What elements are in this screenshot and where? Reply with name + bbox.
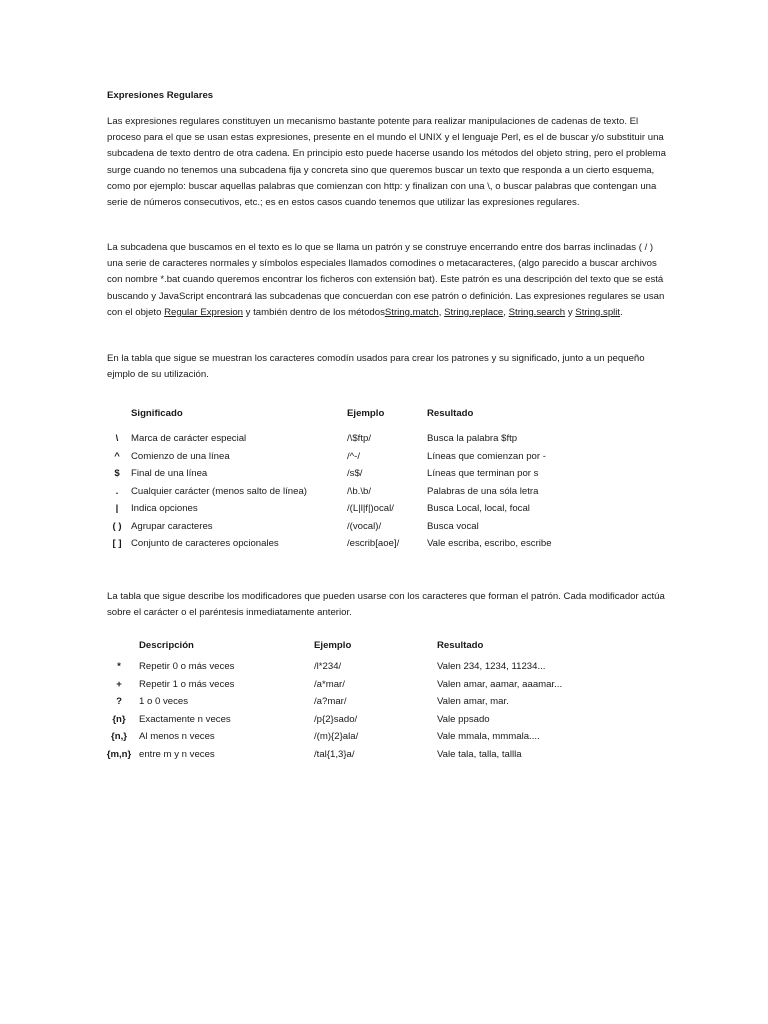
symbol-cell: {n,}: [111, 731, 127, 742]
symbol-cell: $: [114, 468, 120, 479]
symbol-cell: {m,n}: [106, 748, 132, 760]
table-row: [0, 468, 768, 485]
table-row: [0, 451, 768, 468]
symbol-cell: ^: [114, 450, 120, 462]
description-cell: Exactamente n veces: [139, 713, 231, 725]
separator: y: [565, 306, 576, 318]
example-cell: /a?mar/: [314, 696, 347, 707]
meaning-cell: Agrupar caracteres: [131, 520, 213, 532]
result-cell: Vale ppsado: [437, 713, 490, 725]
symbol-cell: \: [115, 433, 119, 444]
example-cell: /l*234/: [314, 661, 342, 672]
period: .: [620, 306, 623, 318]
header-meaning: Significado: [131, 408, 183, 419]
symbol-cell: .: [115, 485, 119, 497]
symbol-cell: ?: [116, 696, 122, 707]
intro-paragraph: Las expresiones regulares constituyen un mecanismo bastante potente para realizar manipulaciones de cadenas de texto. El proceso para el que se usan estas expresiones, presente en el mundo el UNIX y el lenguaje Perl, es el de buscar y/o substituir una subcadena de texto dentro de otra cadena. En principio esto puede hacerse usando los métodos del objeto string, pero el problema surge cuando no tenemos una subcadena fija y concreta sino que queremos buscar un texto que responda a un cierto esquema, como por ejemplo: buscar aquellas palabras que comienzan con http: y finalizan con una \, o buscar palabras que contengan una serie de números consecutivos, etc.; es en estos casos cuando tenemos que utilizar las expresiones regulares.: [107, 116, 666, 209]
symbol-cell: {n}: [112, 713, 126, 725]
example-cell: /\b.\b/: [347, 485, 371, 497]
example-cell: /(L|l|f|)ocal/: [347, 503, 394, 514]
result-cell: Valen 234, 1234, 11234...: [437, 661, 546, 672]
symbol-cell: ( ): [112, 520, 122, 532]
description-cell: Repetir 1 o más veces: [139, 678, 235, 690]
meaning-cell: Final de una línea: [131, 468, 208, 479]
meaning-cell: Conjunto de caracteres opcionales: [131, 538, 279, 549]
symbol-cell: [ ]: [112, 538, 122, 549]
string-match-link[interactable]: String.match: [384, 306, 439, 318]
header-result: Resultado: [427, 408, 474, 419]
symbol-cell: +: [116, 678, 122, 690]
result-cell: Vale mmala, mmmala....: [437, 731, 540, 742]
pattern-paragraph-text-2: y también dentro de los métodos: [243, 306, 385, 318]
example-cell: /a*mar/: [314, 678, 345, 690]
pattern-paragraph-text: La subcadena que buscamos en el texto es lo que se llama un patrón y se construye encerrando entre dos barras inclinadas ( / ) una serie de caracteres normales y símbolos especiales llamados comodines o metacaracteres, (algo parecido a buscar archivos con nombre *.bat cuando queremos encontrar los ficheros con extensión bat). Este patrón es una descripción del texto que se está buscando y JavaScript encontrará las subcadenas que concuerdan con ese patrón o definición. Las expresiones regulares se usan con el objeto: [107, 242, 665, 318]
example-cell: /(m){2}ala/: [314, 731, 359, 742]
symbol-cell: *: [117, 661, 121, 672]
string-search-link[interactable]: String.search: [508, 306, 566, 318]
result-cell: Líneas que terminan por s: [427, 468, 539, 479]
description-cell: Repetir 0 o más veces: [139, 661, 235, 672]
string-split-link[interactable]: String.split: [575, 306, 621, 318]
result-cell: Busca vocal: [427, 520, 479, 532]
table2-intro-paragraph: La tabla que sigue describe los modificadores que pueden usarse con los caracteres que forman el patrón. Cada modificador actúa sobre el carácter o el paréntesis inmediatamente anterior.: [107, 591, 665, 619]
meaning-cell: Marca de carácter especial: [131, 433, 247, 444]
example-cell: /escrib[aoe]/: [347, 538, 400, 549]
description-cell: entre m y n veces: [139, 748, 215, 760]
table-row: [0, 749, 768, 766]
result-cell: Líneas que comienzan por -: [427, 450, 546, 462]
result-cell: Vale tala, talla, tallla: [437, 748, 522, 760]
result-cell: Palabras de una sóla letra: [427, 485, 539, 497]
table-row: [0, 538, 768, 555]
example-cell: /^-/: [347, 450, 361, 462]
result-cell: Valen amar, mar.: [437, 696, 509, 707]
table-row: [0, 731, 768, 748]
example-cell: /(vocal)/: [347, 520, 382, 532]
pattern-paragraph: [107, 240, 667, 321]
meaning-cell: Cualquier carácter (menos salto de línea): [131, 485, 307, 497]
header-example: Ejemplo: [347, 408, 385, 419]
table-row: [0, 661, 768, 678]
example-cell: /p{2}sado/: [314, 713, 358, 725]
table-row: [0, 714, 768, 731]
header-result: Resultado: [437, 640, 484, 651]
table-header-row: [0, 408, 768, 425]
separator: ,: [438, 306, 445, 318]
result-cell: Valen amar, aamar, aaamar...: [437, 678, 563, 690]
table-row: [0, 503, 768, 520]
table-row: [0, 433, 768, 450]
string-replace-link[interactable]: String.replace: [444, 306, 504, 318]
table-row: [0, 486, 768, 503]
separator: ,: [503, 306, 509, 318]
table-header-row: [0, 640, 768, 657]
result-cell: Vale escriba, escribo, escribe: [427, 538, 552, 549]
table-row: [0, 679, 768, 696]
symbol-cell: |: [115, 503, 119, 514]
example-cell: /tal{1,3}a/: [314, 748, 355, 760]
example-cell: /\$ftp/: [347, 433, 371, 444]
table-row: [0, 521, 768, 538]
result-cell: Busca Local, local, focal: [427, 503, 530, 514]
regular-expresion-link[interactable]: Regular Expresion: [164, 306, 244, 318]
table-row: [0, 696, 768, 713]
table1-intro-paragraph: En la tabla que sigue se muestran los caracteres comodín usados para crear los patrones y su significado, junto a un pequeño ejmplo de su utilización.: [107, 353, 645, 381]
description-cell: 1 o 0 veces: [139, 696, 189, 707]
meaning-cell: Indica opciones: [131, 503, 198, 514]
header-example: Ejemplo: [314, 640, 352, 651]
document-title: Expresiones Regulares: [107, 90, 214, 101]
header-description: Descripción: [139, 640, 194, 651]
example-cell: /s$/: [347, 468, 363, 479]
description-cell: Al menos n veces: [139, 731, 215, 742]
meaning-cell: Comienzo de una línea: [131, 450, 230, 462]
result-cell: Busca la palabra $ftp: [427, 433, 518, 444]
